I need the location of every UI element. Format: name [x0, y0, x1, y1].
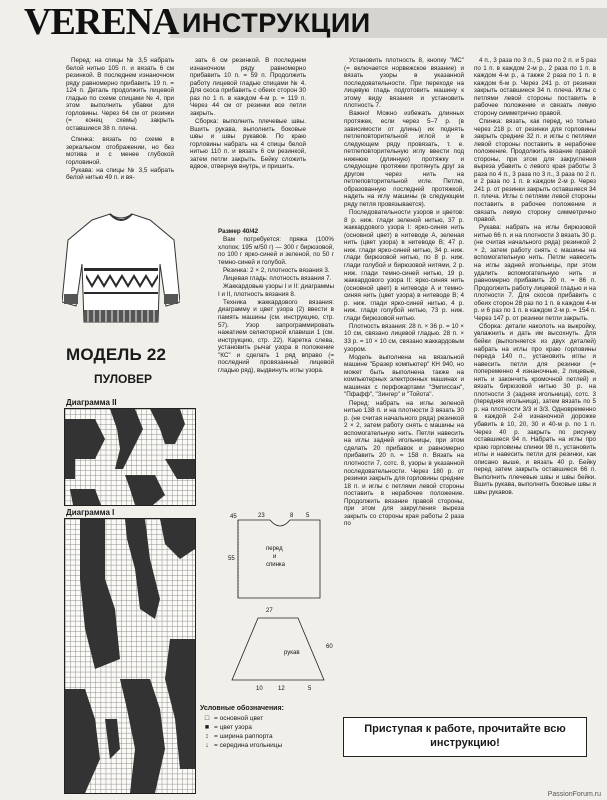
dim-12: 12	[278, 686, 285, 692]
size-heading: Размер 40/42	[218, 228, 259, 235]
read-instructions-notice: Приступая к работе, прочитайте всю инструкцию!	[343, 717, 587, 757]
text-technique: Техника жаккардового вязания: диаграмму и цвет узора (2) ввести в память машины (см. инструкцию, стр. 57). Узор запрограммировать нажатием селекторной клавиши 1 (см. инструкцию, стр. 22). Каретка слева, установить рычаг узора в положение "КС" и сделать 1 ряд вправо (= последний провязанный лицевой гладью ряд), выдвинуть иглы узора.	[218, 298, 334, 374]
text-jacquard: Жаккардовые узоры I и II: диаграммы I и II, плотность вязания 8.	[218, 283, 334, 298]
dim-10: 10	[256, 686, 263, 692]
model-title: МОДЕЛЬ 22	[66, 345, 167, 364]
text-machine: Модель выполнена на вязальной машине "Бразер компьютер" КН 940, но может быть выполнена также на компьютерных электронных машинах и машинах с перфокартами "Эмписсан", "Пфафф", "Зингер" и "Тойота".	[344, 353, 464, 399]
legend-item	[200, 741, 284, 750]
garment-schematic	[228, 508, 348, 698]
down-arrow-icon: ↓	[205, 742, 209, 749]
diagram-2-label: Диаграмма II	[66, 398, 117, 407]
width-arrow-icon: ↕	[205, 733, 209, 740]
text-rib: Резинка: 2 × 2, плотность вязания 3.	[223, 266, 330, 274]
text-back: Спинка: вязать по схеме в зеркальном отображении, но без мотива и с менее глубокой горловиной.	[66, 136, 174, 166]
label-and: и	[273, 554, 277, 560]
diagram-2-grid	[64, 408, 196, 506]
dim-5b: 5	[308, 686, 312, 692]
dim-45: 45	[230, 514, 237, 520]
legend-item	[200, 714, 284, 723]
text-materials: Вам потребуется: пряжа (100% хлопок; 195 м/50 г) — 300 г бирюзовой, по 100 г ярко-синей и зеленой, по 50 г темно-синей и голубой.	[218, 236, 334, 266]
model-subtitle: ПУЛОВЕР	[94, 372, 153, 386]
page-header	[0, 0, 607, 46]
text-sleeves: Рукава: на спицы № 3,5 набрать белой нитью 49 п. и вя-	[66, 166, 174, 182]
empty-square-icon: □	[204, 715, 210, 722]
text-sequence: Последовательности узоров и цветов: 8 р. ниж. глади зеленой нитью, 37 р. жаккардового узора I: ярко-синяя нить (основной цвет) в нитеводе А, зеленая нить (цвет узора) в нитеводе В; 47 р. ниж. глади ярко-синей нитью, 34 р. ниж. глади бирюзовой нитью, по 8 р. ниж. глади голубой и бирюзовой нитями, 2 р. ниж. глади темно-синей нитью, 19 р. жаккардового узора II: ярко-синяя нить (основной цвет) в нитеводе А и темно-синяя нить (цвет узора) в нитеводе В; 4 р. ниж. глади ярко-синей нитью, 4 р. ниж. глади голубой нитью, 73 р. ниж. глади бирюзовой нитью.	[344, 209, 464, 322]
instructions-continued	[474, 57, 596, 497]
watermark: PassionForum.ru	[547, 791, 601, 798]
dim-60: 60	[326, 644, 333, 650]
instructions-machine	[218, 228, 334, 375]
text-machine-assembly: Сборка: детали наколоть на выкройку, увлажнить и дать им высохнуть. Для бейки (выполняется из двух деталей) набрать на иглы про краю горловины переда 140 п., установить иглы и навесить петли для резинки (= попеременно 4 изнаночные, 2 лицевые, нить и закончить кромочной петлей) и вязать бирюзовой нитью 30 р. на плотности 3 (задняя игольница), сотс. 3 (передняя игольница), затем вязать по 5 р. на плотности 3/3 и 3/3. Одновременно в каждой 2-й изнаночной дорожке убавить в 10, 20, 30 и 40-м р. по 1 п. Через 40 р. закрыть по рисунку оставшиеся 94 п. Набрать на иглы про краю горловины спинки 98 п., установить иглы и навесить петли для резинки, как описано выше, и вязать 40 р. Бейку перед затем закрыть оставшиеся 66 п. Выполнить плечевые швы и швы бейки. Вшить рукава, выполнить боковые швы и швы рукавов.	[474, 322, 596, 496]
legend-item	[200, 732, 284, 741]
dim-55: 55	[228, 556, 235, 562]
diagram-1-grid	[64, 518, 196, 794]
legend-text: = середина игольницы	[214, 742, 283, 749]
filled-square-icon: ■	[204, 724, 210, 731]
text-machine-front: Перед: набрать на иглы зеленой нитью 138 п. и на плотности 3 вязать 30 р. (не считая начального ряда) резинкой 2 × 2, затем работу снять с машины на вспомогательную нить. Петли навесить на иглы задней игольницы, при этом сделать 20 прибавок и равномерно прибавить 20 п. = 158 п. Вязать на плотности 7, сотс. 8, узоры в указанной последовательности. Через 180 р. от резинки закрыть для горловины средние 18 п. и иглы с петлями левой стороны поставить в нерабочее положение. Продолжить вязание правой стороны, при этом для закругления выреза закрыть со стороны края работы 2 раза по	[344, 399, 464, 528]
label-front: перед	[266, 546, 283, 552]
text-setup: Установить плотность 8, кнопку "МС" (= включается норвежское вязание) и вязать узоры в указанной последовательности. При переходе на лицевую гладь подготовить машину к этому виду вязания и установить плотность 7.	[344, 57, 464, 110]
text-important: Важно! Можно избежать длинных протяжек, если через 5–7 р. (в зависимости от длины) их поднять петлеповторительной иглой и в следующем ряду провязать, т. е. петлеповторительную иглу ввести под нижнюю (длинную) протяжку и следующие протяжки протянуть друг за другом через нить на петлеповторительной игле. Петлю, образованную последней протяжкой, надеть на иглу машины (в следующем ряду петля провязывается).	[344, 110, 464, 208]
diagram-2-pattern	[65, 409, 195, 505]
label-sleeve: рукав	[284, 650, 300, 656]
legend-title: Условные обозначения:	[200, 705, 284, 712]
dim-5a: 5	[306, 513, 310, 519]
page-title: ИНСТРУКЦИИ	[182, 8, 371, 38]
text-stockinette: Лицевая гладь: плотность вязания 7.	[223, 275, 332, 283]
instructions-back-sleeves	[66, 136, 174, 182]
dim-8a: 8	[290, 513, 294, 519]
text-machine-back: Спинка: вязать, как перед, но только через 218 р. от резинки для горловины закрыть средние 32 п. и иглы с петлями левой стороны поставить в нерабочее положение. Продолжить вязание правой стороны, при этом для закругления выреза убавить с левого края работы 3 раза по 4 п., 3 раза по 3 п., 3 раза по 2 п. и 2 раза по 1 п. в каждом 2-м р. Через 241 р. от резинки закрыть оставшиеся 34 п. плеча. Иглы с петлями левой стороны поставить в рабочее положение и связать левую сторону симметрично правой.	[474, 117, 596, 224]
text-sleeves-cont: зать 6 см резинкой. В последнем изнаночном ряду равномерно прибавить 10 п. = 59 п. Продолжить работу лицевой гладью спицами № 4. Для скоса прибавить с обеих сторон 30 раз по 1 п. в каждом 4-м р. = 119 п. Через 44 см от резинки все петли закрыть.	[190, 57, 306, 117]
legend	[200, 704, 284, 750]
dim-23: 23	[258, 513, 265, 519]
instructions-front	[66, 57, 174, 133]
sweater-illustration	[62, 210, 180, 338]
legend-text: = цвет узора	[214, 724, 252, 731]
diagram-1-label: Диаграмма I	[66, 508, 115, 517]
text-machine-sleeves: Рукава: набрать на иглы бирюзовой нитью 66 п. и на плотности 3 вязать 30 р. (не считая начального ряда) резинкой 2 × 2, затем работу снять с машины на вспомогательную нить. Петли навесить на иглы задней игольницы, при этом удалить вспомогательную нить и равномерно прибавить 20 п. = 86 п. Продолжить работу лицевой гладью и на плотности 7. Для скосов прибавить с обеих сторон 28 раз по 1 п. в каждом 4-м р. и 6 раз по 1 п. в каждом 2-м р. = 154 п. Через 147 р. от резинки петли закрыть.	[474, 224, 596, 322]
text-front: Перед: на спицы № 3,5 набрать белой нитью 105 п. и вязать 6 см резинкой. В последнем изнаночном ряду равномерно прибавить 19 п. = 124 п. Деталь продолжить лицевой гладью по схеме спицами № 4, при этом выполнить убавки для горловины. Через 64 см от резинки (= конец схемы) закрыть оставшиеся 38 п. плеча.	[66, 57, 174, 132]
diagram-1-pattern	[65, 519, 195, 793]
label-back: спинка	[266, 562, 286, 568]
text-front-cont: 4 п., 3 раза по 3 п., 5 раз по 2 п. и 5 раз по 1 п. в каждом 2-м р., 2 раза по 1 п. в каждом 4-м р., а также 2 раза по 1 п. в каждом 6-м р. Через 241 р. от резинки закрыть оставшиеся 34 п. плеча. Иглы с петлями левой стороны поставить в рабочее положение и связать левую сторону симметрично правой.	[474, 57, 596, 117]
dim-27: 27	[266, 608, 273, 614]
instructions-sleeves-assembly	[190, 57, 306, 171]
text-gauge: Плотность вязания: 28 п. × 36 р. = 10 × 10 см, связано лицевой гладью. 28 п. × 33 р. = 10 × 10 см, связано жаккардовым узором.	[344, 322, 464, 353]
legend-item	[200, 723, 284, 732]
instructions-sequence	[344, 57, 464, 528]
legend-text: = основной цвет	[214, 715, 264, 722]
legend-text: = ширина раппорта	[214, 733, 273, 740]
magazine-logo: VERENA	[24, 1, 179, 43]
text-assembly: Сборка: выполнить плечевые швы. Вшить рукава, выполнить боковые швы и швы рукавов. По краю горловины набрать на 4 спицы белой нитью 110 п. и вязать 6 см резинкой, затем петли закрыть. Бейку сложить вдвое, отвернув внутрь, и пришить.	[190, 117, 306, 171]
